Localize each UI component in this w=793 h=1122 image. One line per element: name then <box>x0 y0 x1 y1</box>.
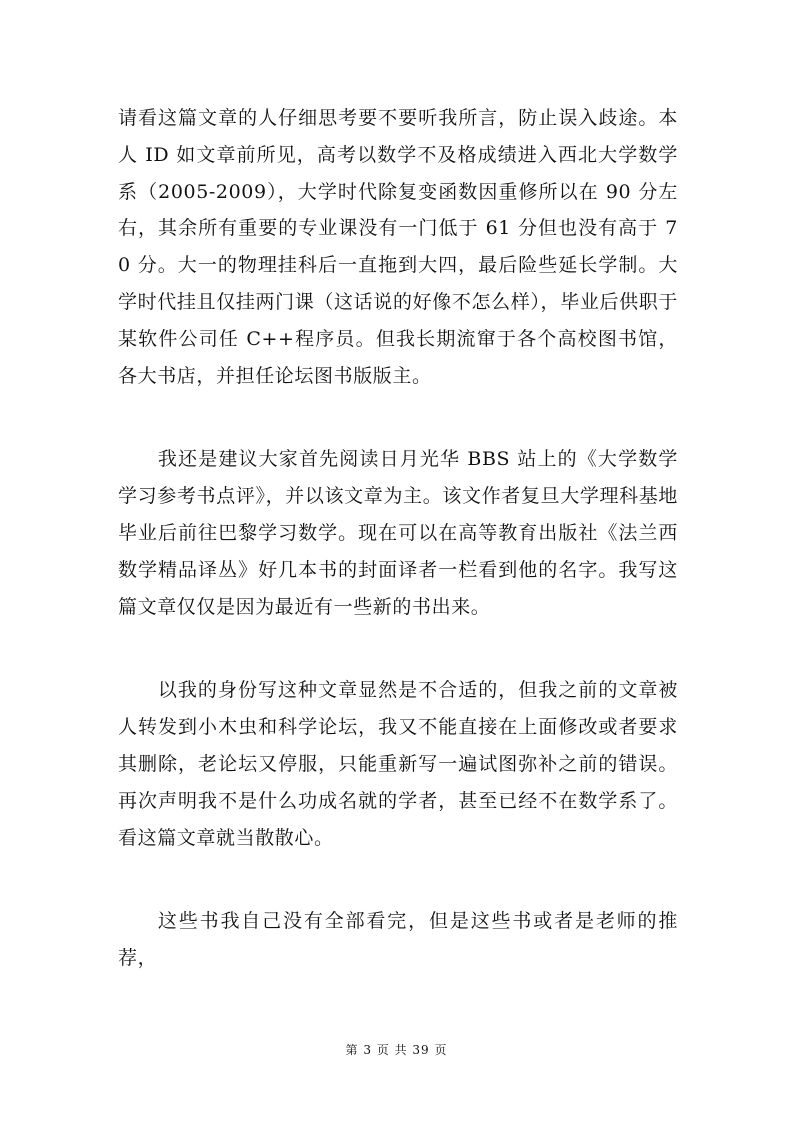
page-footer <box>0 1041 793 1058</box>
paragraph-3: 以我的身份写这种文章显然是不合适的，但我之前的文章被人转发到小木虫和科学论坛，我又不能直接在上面修改或者要求其删除，老论坛又停服，只能重新写一遍试图弥补之前的错误。再次声明我不是什么功成名就的学者，甚至已经不在数学系了。看这篇文章就当散散心。 <box>118 679 678 849</box>
document-body <box>118 100 678 977</box>
paragraph-2: 我还是建议大家首先阅读日月光华 BBS 站上的《大学数学学习参考书点评》，并以该文章为主。该文作者复旦大学理科基地毕业后前往巴黎学习数学。现在可以在高等教育出版社《法兰西数学精品译丛》好几本书的封面译者一栏看到他的名字。我写这篇文章仅仅是因为最近有一些新的书出来。 <box>118 448 678 618</box>
page-number-text: 第 3 页 共 39 页 <box>345 1043 448 1057</box>
paragraph-1: 请看这篇文章的人仔细思考要不要听我所言，防止误入歧途。本人 ID 如文章前所见，高考以数学不及格成绩进入西北大学数学系（2005-2009），大学时代除复变函数因重修所以在 90 分左右，其余所有重要的专业课没有一门低于 61 分但也没有高于 70 分。大一的物理挂科后一直拖到大四，最后险些延长学制。大学时代挂且仅挂两门课（这话说的好像不怎么样），毕业后供职于某软件公司任 C++程序员。但我长期流窜于各个高校图书馆，各大书店，并担任论坛图书版版主。 <box>118 107 678 387</box>
paragraph-4: 这些书我自己没有全部看完，但是这些书或者是老师的推荐， <box>118 910 678 970</box>
